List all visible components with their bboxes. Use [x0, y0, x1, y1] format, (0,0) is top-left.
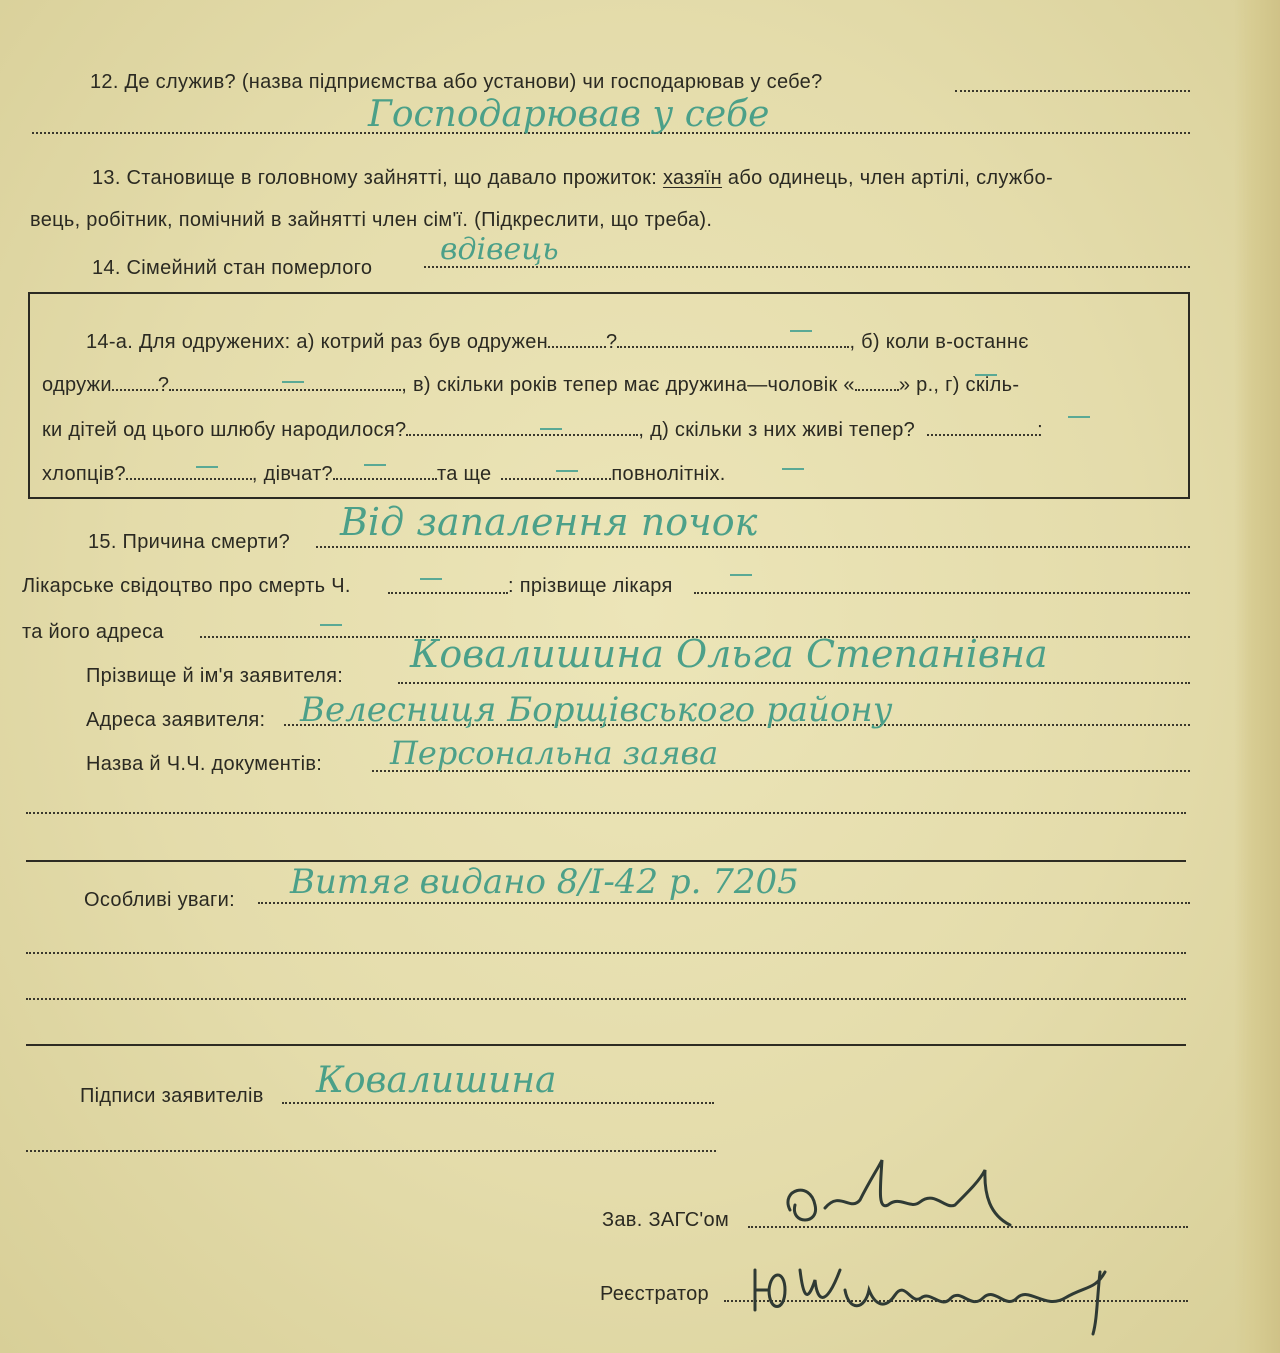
- head-zags-signature: [770, 1150, 1030, 1240]
- q14a-line2-a: одружи: [42, 374, 112, 396]
- medical-address-label: та його адреса: [22, 621, 164, 643]
- q14a-line4-b: , дівчат?: [251, 463, 333, 485]
- applicant-address-label: Адреса заявителя:: [86, 709, 266, 731]
- q14a-line1-b: ?: [606, 331, 618, 353]
- q14a-line3-c: :: [1037, 419, 1043, 441]
- dash-mark: [320, 624, 342, 626]
- dash-mark: [420, 578, 442, 580]
- notes-label: Особливі уваги:: [84, 889, 235, 911]
- dash-mark: [790, 330, 812, 332]
- applicant-name-value: Ковалишина Ольга Степанівна: [410, 632, 1048, 676]
- q15-answer-line: [316, 546, 1190, 548]
- medical-label: Лікарське свідоцтво про смерть Ч.: [22, 575, 351, 597]
- q12-label: 12. Де служив? (назва підприємства або установи) чи господарював у себе?: [90, 71, 823, 93]
- applicant-signature-line: [282, 1102, 714, 1104]
- dash-mark: [196, 466, 218, 468]
- dash-mark: [364, 464, 386, 466]
- q14a-line2-c: , в) скільки років тепер має дружина—чоловік «: [401, 374, 855, 396]
- q12-answer: Господарював у себе: [368, 94, 770, 135]
- q14a-line2-d: » р., г) скіль-: [898, 374, 1020, 396]
- q13-line2: вець, робітник, помічний в зайнятті член сім'ї. (Підкреслити, що треба).: [30, 209, 713, 231]
- q14a-line2-b: ?: [157, 374, 170, 396]
- dash-mark: [1068, 416, 1090, 418]
- q15-answer: Від запалення почок: [340, 500, 758, 544]
- q14a-line1-c: , б) коли в-останнє: [849, 331, 1029, 353]
- q14a-line4-a: хлопців?: [42, 463, 126, 485]
- dash-mark: [556, 470, 578, 472]
- dash-mark: [730, 574, 752, 576]
- section-divider: [26, 1044, 1186, 1046]
- applicant-name-line: [398, 682, 1190, 684]
- q14a-line3-a: ки дітей од цього шлюбу народилося?: [42, 419, 407, 441]
- applicant-signature: Ковалишина: [316, 1060, 557, 1101]
- applicant-signature-line-2: [26, 1150, 716, 1152]
- medical-number-line: [388, 592, 508, 594]
- notes-line: [258, 902, 1190, 904]
- registrar-label: Реєстратор: [600, 1283, 709, 1305]
- head-zags-label: Зав. ЗАГС'ом: [602, 1209, 730, 1231]
- q13-option-owner: хазяїн: [662, 167, 723, 189]
- q12-dotted-line: [955, 90, 1190, 92]
- q15-label: 15. Причина смерти?: [88, 531, 291, 553]
- q14a-line1: [86, 330, 1029, 354]
- q14a-line4-d: повнолітніх.: [611, 463, 726, 485]
- applicant-address-value: Велесниця Борщівського району: [300, 690, 893, 730]
- q14a-line2: [42, 373, 1019, 397]
- medical-doctor-label: : прізвище лікаря: [508, 575, 673, 597]
- applicant-name-label: Прізвище й ім'я заявителя:: [86, 665, 344, 687]
- dash-mark: [540, 428, 562, 430]
- dash-mark: [782, 468, 804, 470]
- applicant-docs-value: Персональна заява: [390, 734, 719, 772]
- dash-mark: [282, 381, 304, 383]
- notes-line-2: [26, 952, 1186, 954]
- q14-label: 14. Сімейний стан померлого: [92, 257, 373, 279]
- notes-line-3: [26, 998, 1186, 1000]
- blank-line: [26, 812, 1186, 814]
- applicant-docs-label: Назва й Ч.Ч. документів:: [86, 753, 323, 775]
- q14-answer: вдівець: [440, 232, 559, 267]
- notes-value: Витяг видано 8/І-42 р. 7205: [290, 862, 799, 902]
- medical-doctor-line: [694, 592, 1190, 594]
- q14a-line3: [42, 418, 1043, 442]
- q13-line1-suffix: або одинець, член артілі, службо-: [727, 167, 1053, 189]
- q14a-line3-b: , д) скільки з них живі тепер?: [638, 419, 916, 441]
- q14a-line4-c: та ще: [436, 463, 492, 485]
- q14a-line1-a: 14-а. Для одружених: а) котрий раз був одружен: [86, 331, 549, 353]
- dash-mark: [975, 374, 997, 376]
- q13-line1-prefix: 13. Становище в головному зайнятті, що давало прожиток:: [92, 167, 658, 189]
- q13-line1: [92, 166, 1053, 190]
- applicant-signatures-label: Підписи заявителів: [80, 1085, 264, 1107]
- page-edge-shadow: [1234, 0, 1280, 1353]
